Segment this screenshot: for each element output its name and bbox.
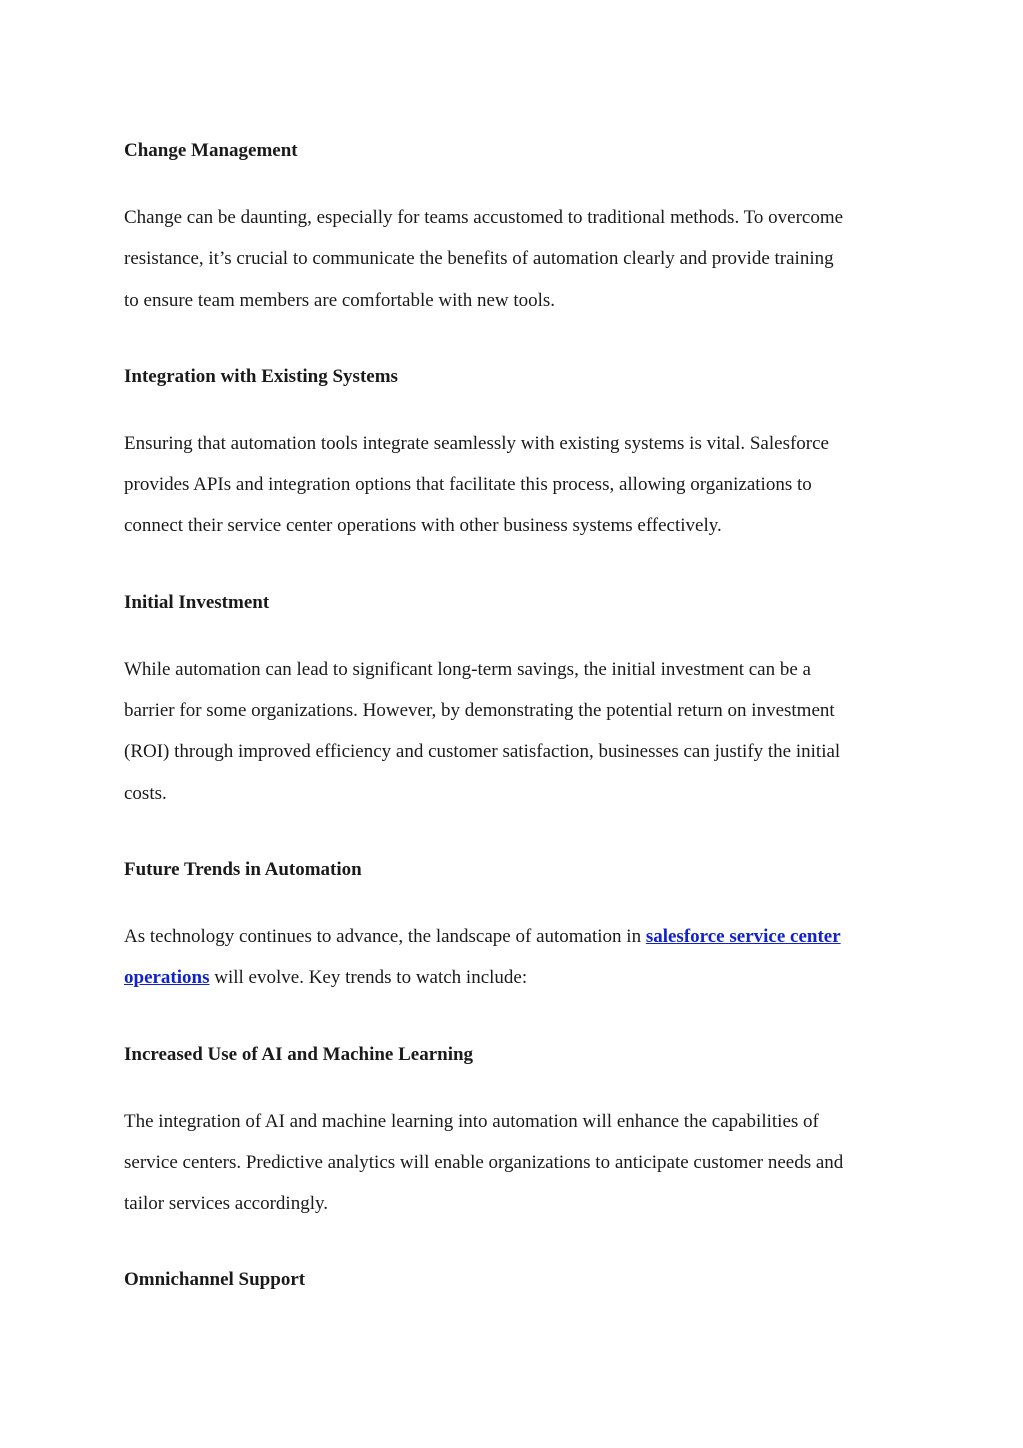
section-paragraph-integration bbox=[124, 423, 914, 547]
paragraph-line: barrier for some organizations. However, by demonstrating the potential return on investment bbox=[124, 700, 835, 722]
paragraph-line: The integration of AI and machine learning into automation will enhance the capabilities of bbox=[124, 1110, 819, 1132]
paragraph-line: Change can be daunting, especially for teams accustomed to traditional methods. To overcome bbox=[124, 207, 844, 228]
section-paragraph-ai-machine-learning bbox=[124, 1101, 914, 1225]
paragraph-line: to ensure team members are comfortable with new tools. bbox=[124, 289, 556, 311]
paragraph-line: While automation can lead to significant long-term savings, the initial investment can be a bbox=[124, 658, 811, 680]
section-heading-integration: Integration with Existing Systems bbox=[124, 365, 398, 387]
salesforce-service-center-link[interactable]: salesforce service center bbox=[645, 925, 841, 947]
section-heading-future-trends: Future Trends in Automation bbox=[124, 858, 362, 880]
paragraph-line: provides APIs and integration options that facilitate this process, allowing organizations to bbox=[124, 474, 812, 496]
section-paragraph-change-management bbox=[124, 197, 914, 321]
section-paragraph-future-trends bbox=[124, 916, 914, 999]
section-heading-change-management: Change Management bbox=[124, 140, 298, 161]
paragraph-line: connect their service center operations with other business systems effectively. bbox=[124, 515, 722, 537]
paragraph-line: tailor services accordingly. bbox=[124, 1193, 328, 1215]
paragraph-line bbox=[124, 957, 914, 998]
paragraph-line: Ensuring that automation tools integrate seamlessly with existing systems is vital. Salesforce bbox=[124, 432, 829, 454]
section-heading-omnichannel-support: Omnichannel Support bbox=[124, 1269, 306, 1291]
paragraph-text: As technology continues to advance, the landscape of automation in bbox=[124, 925, 646, 947]
paragraph-line bbox=[124, 916, 914, 957]
paragraph-line: (ROI) through improved efficiency and customer satisfaction, businesses can justify the initial bbox=[124, 741, 841, 763]
paragraph-line: service centers. Predictive analytics will enable organizations to anticipate customer needs and bbox=[124, 1151, 844, 1173]
section-paragraph-initial-investment bbox=[124, 649, 914, 814]
paragraph-line: costs. bbox=[124, 782, 167, 804]
paragraph-text: will evolve. Key trends to watch include: bbox=[209, 967, 528, 989]
section-heading-ai-machine-learning: Increased Use of AI and Machine Learning bbox=[124, 1043, 474, 1065]
salesforce-service-center-link-continued[interactable]: operations bbox=[124, 967, 210, 989]
section-heading-initial-investment: Initial Investment bbox=[124, 591, 270, 613]
document-page bbox=[124, 138, 914, 1293]
paragraph-line: resistance, it’s crucial to communicate the benefits of automation clearly and provide training bbox=[124, 248, 834, 270]
